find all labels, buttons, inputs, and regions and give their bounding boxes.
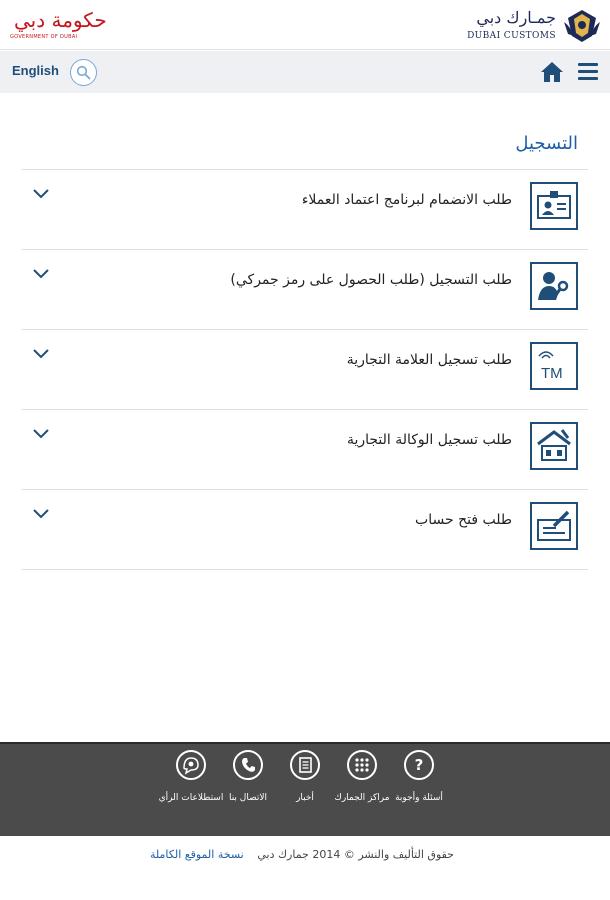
grid-icon: [347, 750, 377, 780]
trademark-icon: [530, 342, 578, 390]
copyright-text: حقوق التأليف والنشر © 2014 جمارك دبي: [257, 848, 454, 861]
app-header: [0, 0, 610, 50]
list-item-label: طلب الانضمام لبرنامج اعتماد العملاء: [301, 192, 512, 208]
list-item[interactable]: [22, 170, 588, 250]
customs-logo-arabic: جمـارك دبي: [476, 8, 556, 27]
footer-item-label: الاتصال بنا: [228, 793, 268, 803]
id-card-icon: [530, 182, 578, 230]
dubai-customs-emblem-icon: [562, 6, 602, 46]
chevron-down-icon[interactable]: [32, 508, 50, 520]
chevron-down-icon[interactable]: [32, 348, 50, 360]
search-icon: [76, 65, 91, 80]
page-title: التسجيل: [515, 133, 578, 154]
agency-icon: [530, 422, 578, 470]
list-item[interactable]: [22, 250, 588, 330]
list-item-label: طلب تسجيل الوكالة التجارية: [346, 432, 512, 448]
menu-button[interactable]: [578, 63, 598, 81]
gov-logo-subtitle: GOVERNMENT OF DUBAI: [10, 34, 78, 40]
question-icon: ?: [404, 750, 434, 780]
language-switch-link[interactable]: English: [12, 63, 59, 78]
full-site-link[interactable]: نسخة الموقع الكاملة: [150, 848, 244, 861]
search-button[interactable]: [70, 59, 97, 86]
footer-navigation: [0, 742, 610, 836]
footer-item-label: مراكز الجمارك: [334, 793, 390, 803]
menu-icon-bar: [578, 77, 598, 80]
svg-text:TM: TM: [541, 365, 563, 382]
dubai-customs-logo[interactable]: [462, 6, 602, 46]
news-icon: [290, 750, 320, 780]
home-button[interactable]: [540, 61, 564, 83]
user-key-icon: [530, 262, 578, 310]
footer-item-polls[interactable]: [153, 750, 229, 808]
customs-logo-english: DUBAI CUSTOMS: [467, 31, 556, 41]
survey-icon: [176, 750, 206, 780]
open-account-icon: [530, 502, 578, 550]
chevron-down-icon[interactable]: [32, 428, 50, 440]
list-item-label: طلب التسجيل (طلب الحصول على رمز جمركي): [230, 272, 512, 288]
list-item[interactable]: [22, 410, 588, 490]
chevron-down-icon[interactable]: [32, 188, 50, 200]
government-of-dubai-logo[interactable]: [10, 8, 107, 44]
menu-icon-bar: [578, 70, 598, 73]
toolbar: [0, 51, 610, 93]
chevron-down-icon[interactable]: [32, 268, 50, 280]
home-icon: [540, 61, 564, 83]
footer-item-label: أسئلة وأجوبة: [395, 793, 443, 803]
footer-item-label: استطلاعات الرأي: [158, 793, 224, 803]
footer-item-label: أخبار: [296, 793, 314, 803]
gov-logo-script: حكومة دبي: [14, 8, 107, 32]
list-item[interactable]: [22, 490, 588, 570]
list-item[interactable]: [22, 330, 588, 410]
list-item-label: طلب فتح حساب: [415, 512, 512, 528]
list-item-label: طلب تسجيل العلامة التجارية: [346, 352, 512, 368]
phone-icon: [233, 750, 263, 780]
registration-services-list: [22, 169, 588, 570]
menu-icon: [578, 63, 598, 66]
